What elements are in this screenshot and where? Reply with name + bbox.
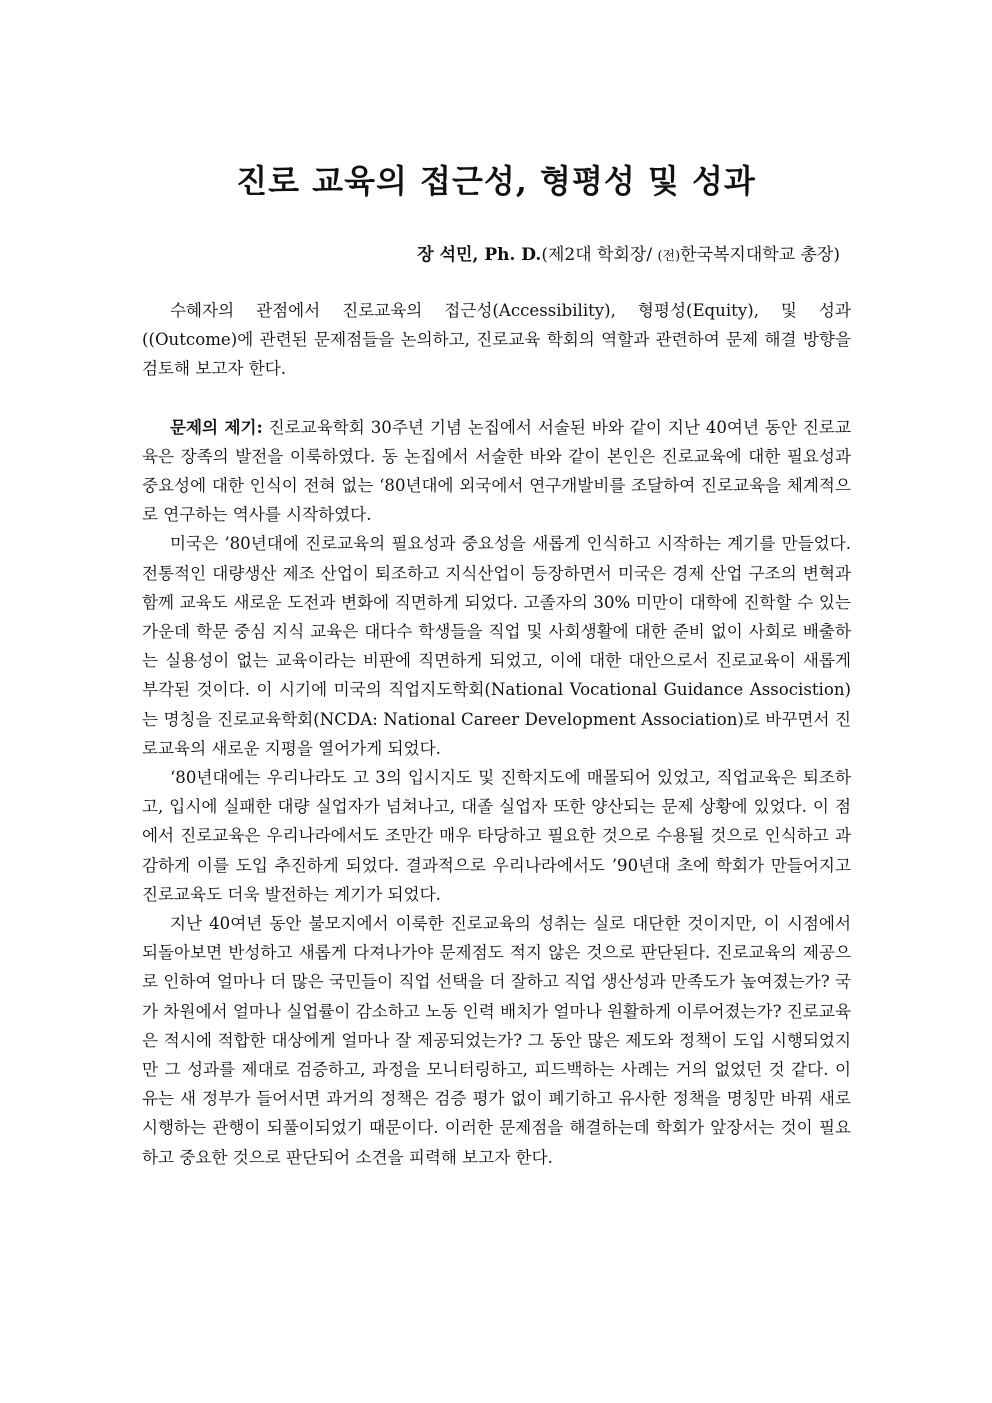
author-name: 장 석민, Ph. D. xyxy=(417,245,542,265)
section-paragraph-1-text: 진로교육학회 30주년 기념 논집에서 서술된 바와 같이 지난 40여년 동안 진로교육은 장족의 발전을 이룩하였다. 동 논집에서 서술한 바와 같이 본인은 진로교육에 대한 필요성과 중요성에 대한 인식이 전혀 없는 ‘80년대에 외국에서 연구개발비를 조달하여 진로교육을 체계적으로 연구하는 역사를 시작하였다. xyxy=(142,417,851,525)
author-line xyxy=(417,240,840,265)
document-title: 진로 교육의 접근성, 형평성 및 성과 xyxy=(236,162,756,200)
document-body xyxy=(142,296,851,1172)
author-former-prefix: (전) xyxy=(657,249,681,264)
author-affiliation: 한국복지대학교 총장) xyxy=(680,245,840,265)
author-role: (제2대 학회장/ xyxy=(541,245,658,265)
section-paragraph-4: 지난 40여년 동안 불모지에서 이룩한 진로교육의 성취는 실로 대단한 것이지만, 이 시점에서 되돌아보면 반성하고 새롭게 다져나가야 문제점도 적지 않은 것으로 판단된다. 진로교육의 제공으로 인하여 얼마나 더 많은 국민들이 직업 선택을 더 잘하고 직업 생산성과 만족도가 높여졌는가? 국가 차원에서 얼마나 실업률이 감소하고 노동 인력 배치가 얼마나 원활하게 이루어졌는가? 진로교육은 적시에 적합한 대상에게 얼마나 잘 제공되었는가? 그 동안 많은 제도와 정책이 도입 시행되었지만 그 성과를 제대로 검증하고, 과정을 모니터링하고, 피드백하는 사례는 거의 없었던 것 같다. 이유는 새 정부가 들어서면 과거의 정책은 검증 평가 없이 폐기하고 유사한 정책을 명칭만 바꿔 새로 시행하는 관행이 되풀이되었기 때문이다. 이러한 문제점을 해결하는데 학회가 앞장서는 것이 필요하고 중요한 것으로 판단되어 소견을 피력해 보고자 한다. xyxy=(142,914,851,1167)
intro-paragraph: 수혜자의 관점에서 진로교육의 접근성(Accessibility), 형평성(Equity), 및 성과 ((Outcome)에 관련된 문제점들을 논의하고, 진로교육 학회의 역할과 관련하여 문제 해결 방향을 검토해 보고자 한다. xyxy=(142,301,851,379)
section-paragraph-3: ‘80년대에는 우리나라도 고 3의 입시지도 및 진학지도에 매몰되어 있었고, 직업교육은 퇴조하고, 입시에 실패한 대량 실업자가 넘쳐나고, 대졸 실업자 또한 양산되는 문제 상황에 있었다. 이 점에서 진로교육은 우리나라에서도 조만간 매우 타당하고 필요한 것으로 수용될 것으로 인식하고 과감하게 이를 도입 추진하게 되었다. 결과적으로 우리나라에서도 ’90년대 초에 학회가 만들어지고 진로교육도 더욱 발전하는 계기가 되었다. xyxy=(142,768,851,904)
section-paragraph-2: 미국은 ’80년대에 진로교육의 필요성과 중요성을 새롭게 인식하고 시작하는 계기를 만들었다. 전통적인 대량생산 제조 산업이 퇴조하고 지식산업이 등장하면서 미국은 경제 산업 구조의 변혁과 함께 교육도 새로운 도전과 변화에 직면하게 되었다. 고졸자의 30% 미만이 대학에 진학할 수 있는 가운데 학문 중심 지식 교육은 대다수 학생들을 직업 및 사회생활에 대한 준비 없이 사회로 배출하는 실용성이 없는 교육이라는 비판에 직면하게 되었고, 이에 대한 대안으로서 진로교육이 새롭게 부각된 것이다. 이 시기에 미국의 직업지도학회(National Vocational Guidance Associstion)는 명칭을 진로교육학회(NCDA: National Career Development Association)로 바꾸면서 진로교육의 새로운 지평을 열어가게 되었다. xyxy=(142,534,851,758)
section-lead: 문제의 제기: xyxy=(170,416,263,437)
section-paragraph-1 xyxy=(142,413,851,530)
